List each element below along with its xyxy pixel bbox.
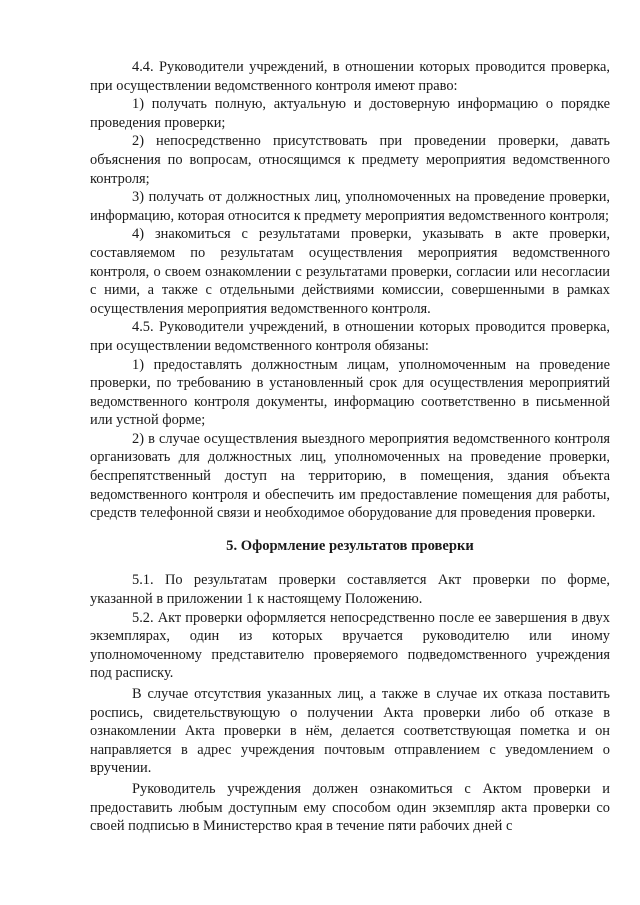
paragraph-4-5-item-2: 2) в случае осуществления выездного мероприятия ведомственного контроля организовать для должностных лиц, уполномоченных на проведение проверки, беспрепятственный доступ на территорию, в помещения, здания объекта ведомственного контроля и обеспечить им предоставление помещения для работы, средств телефонной связи и необходимое оборудование для проведения проверки. <box>90 430 610 522</box>
paragraph-5-2: 5.2. Акт проверки оформляется непосредственно после ее завершения в двух экземплярах, один из которых вручается руководителю или иному уполномоченному представителю проверяемого подведомственного учреждения под расписку. <box>90 609 610 682</box>
paragraph-absence: В случае отсутствия указанных лиц, а также в случае их отказа поставить роспись, свидетельствующую о получении Акта проверки либо об отказе в ознакомлении Акта проверки в нём, делается соответствующая пометка и он направляется в адрес учреждения почтовым отправлением с уведомлением о вручении. <box>90 686 610 777</box>
paragraph-4-5: 4.5. Руководители учреждений, в отношении которых проводится проверка, при осуществлении ведомственного контроля обязаны: <box>90 319 610 354</box>
paragraph-head-review: Руководитель учреждения должен ознакомиться с Актом проверки и предоставить любым доступным ему способом один экземпляр акта проверки со своей подписью в Министерство края в течение пяти рабочих дней с <box>90 780 610 835</box>
paragraph-4-5-item-1: 1) предоставлять должностным лицам, уполномоченным на проведение проверки, по требованию в установленный срок для осуществления мероприятий ведомственного контроля документы, информацию соответственно в письменной или устной форме; <box>90 356 610 429</box>
paragraph-5-1: 5.1. По результатам проверки составляется Акт проверки по форме, указанной в приложении 1 к настоящему Положению. <box>90 572 610 608</box>
paragraph-4-4-item-4: 4) знакомиться с результатами проверки, указывать в акте проверки, составляемом по результатам осуществления мероприятия ведомственного контроля, о своем ознакомлении с результатами проверки, согласии или несогласии с ними, а также с отдельными действиями комиссии, совершенными в рамках осуществления мероприятия ведомственного контроля. <box>90 226 610 317</box>
paragraph-4-4-item-2: 2) непосредственно присутствовать при проведении проверки, давать объяснения по вопросам, относящимся к предмету мероприятия ведомственного контроля; <box>90 133 610 187</box>
paragraph-4-4-item-1: 1) получать полную, актуальную и достоверную информацию о порядке проведения проверки; <box>90 96 610 131</box>
paragraph-4-4: 4.4. Руководители учреждений, в отношении которых проводится проверка, при осуществлении ведомственного контроля имеют право: <box>90 59 610 94</box>
paragraph-4-4-item-3: 3) получать от должностных лиц, уполномоченных на проведение проверки, информацию, которая относится к предмету мероприятия ведомственного контроля; <box>90 189 610 224</box>
section-heading: 5. Оформление результатов проверки <box>226 537 474 554</box>
